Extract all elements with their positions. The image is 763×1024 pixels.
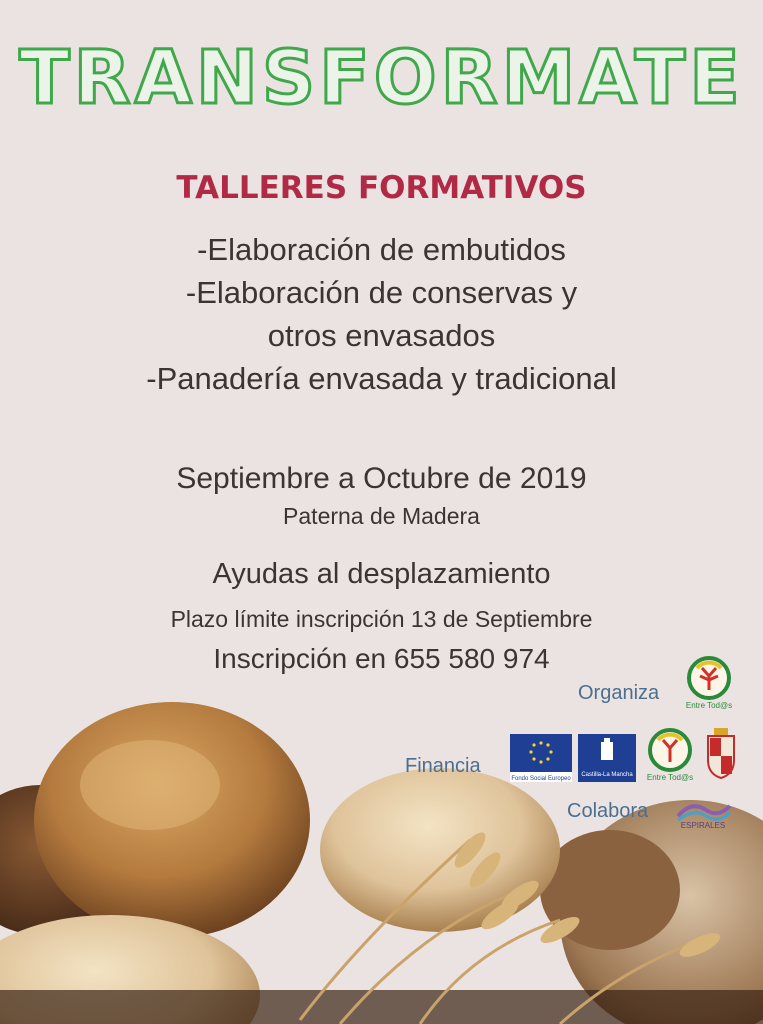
workshop-item: -Elaboración de conservas y (185, 275, 578, 310)
registration-phone: Inscripción en 655 580 974 (213, 643, 550, 674)
entre-todos-text: Entre Tod@s (685, 701, 733, 710)
poster-title: TRANSFORMATE (19, 35, 744, 121)
workshop-list (0, 228, 763, 400)
entre-todos-logo (684, 654, 734, 710)
registration-deadline: Plazo límite inscripción 13 de Septiembre (170, 606, 593, 632)
workshop-item: otros envasados (267, 318, 496, 353)
travel-aid: Ayudas al desplazamiento (212, 558, 551, 590)
eu-text: Fondo Social Europeo (511, 776, 571, 782)
entre-todos-logo-2 (644, 728, 696, 784)
entre-todos-text-2: Entre Tod@s (646, 773, 694, 782)
event-dates: Septiembre a Octubre de 2019 (176, 462, 587, 495)
event-place: Paterna de Madera (283, 503, 480, 529)
clm-text: Castilla-La Mancha (581, 772, 633, 778)
poster-subtitle: TALLERES FORMATIVOS (176, 170, 587, 206)
organiza-label: Organiza (578, 682, 660, 704)
espirales-text: ESPIRALES (680, 821, 726, 830)
castilla-la-mancha-logo (578, 734, 636, 782)
financia-label: Financia (405, 755, 481, 777)
eu-flag-logo (510, 734, 572, 782)
workshop-item: -Elaboración de embutidos (197, 232, 566, 267)
espirales-logo (672, 796, 734, 830)
municipal-shield-icon (704, 726, 738, 780)
colabora-label: Colabora (567, 800, 649, 822)
workshop-item: -Panadería envasada y tradicional (146, 361, 617, 396)
